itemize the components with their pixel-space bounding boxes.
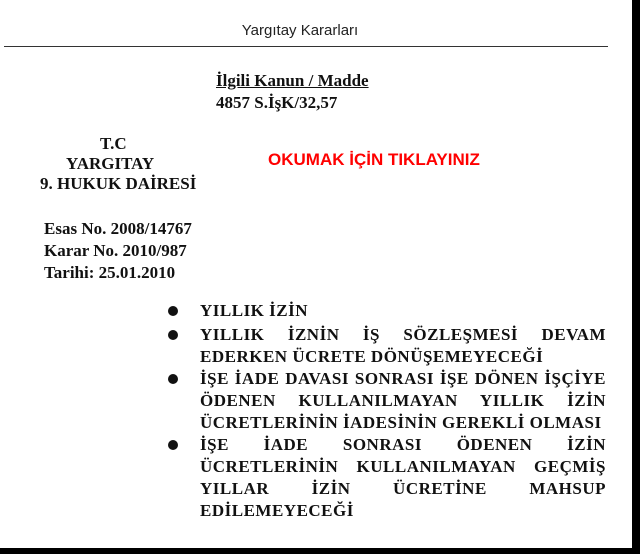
bullet-icon bbox=[168, 374, 178, 384]
law-reference: 4857 S.İşK/32,57 bbox=[216, 93, 338, 112]
bullet-icon bbox=[168, 330, 178, 340]
list-item bbox=[166, 434, 606, 522]
case-karar-number: Karar No. 2010/987 bbox=[44, 241, 187, 260]
case-esas-number: Esas No. 2008/14767 bbox=[44, 219, 192, 238]
topic-text: İŞE İADE DAVASI SONRASI İŞE DÖNEN İŞÇİYE ÖDENEN KULLANILMAYAN YILLIK İZİN ÜCRETLERİNİN İADESİNİN GEREKLİ OLMASI bbox=[200, 369, 606, 432]
law-heading: İlgili Kanun / Madde bbox=[216, 71, 369, 90]
read-more-link[interactable]: OKUMAK İÇİN TIKLAYINIZ bbox=[268, 150, 480, 169]
header-divider bbox=[4, 46, 608, 47]
bullet-icon bbox=[168, 306, 178, 316]
topic-list bbox=[166, 300, 606, 522]
court-chamber: 9. HUKUK DAİRESİ bbox=[40, 174, 197, 193]
page-shadow-right bbox=[632, 4, 640, 554]
court-name: YARGITAY bbox=[66, 154, 155, 173]
case-date: Tarihi: 25.01.2010 bbox=[44, 263, 176, 282]
topic-text: İŞE İADE SONRASI ÖDENEN İZİN ÜCRETLERİNİN KULLANILMAYAN GEÇMİŞ YILLAR İZİN ÜCRETİNE MAHSUP EDİLEMEYECEĞİ bbox=[200, 435, 606, 520]
list-item bbox=[166, 300, 606, 322]
topic-text: YILLIK İZİN bbox=[200, 301, 309, 320]
list-item bbox=[166, 324, 606, 368]
header-title: Yargıtay Kararları bbox=[241, 22, 359, 39]
page-shadow-bottom bbox=[4, 548, 640, 554]
bullet-icon bbox=[168, 440, 178, 450]
law-reference-block bbox=[216, 70, 369, 114]
case-info-block bbox=[44, 218, 192, 284]
topic-text: YILLIK İZNİN İŞ SÖZLEŞMESİ DEVAM EDERKEN ÜCRETE DÖNÜŞEMEYECEĞİ bbox=[200, 325, 606, 366]
list-item bbox=[166, 368, 606, 434]
court-country: T.C bbox=[100, 134, 127, 153]
